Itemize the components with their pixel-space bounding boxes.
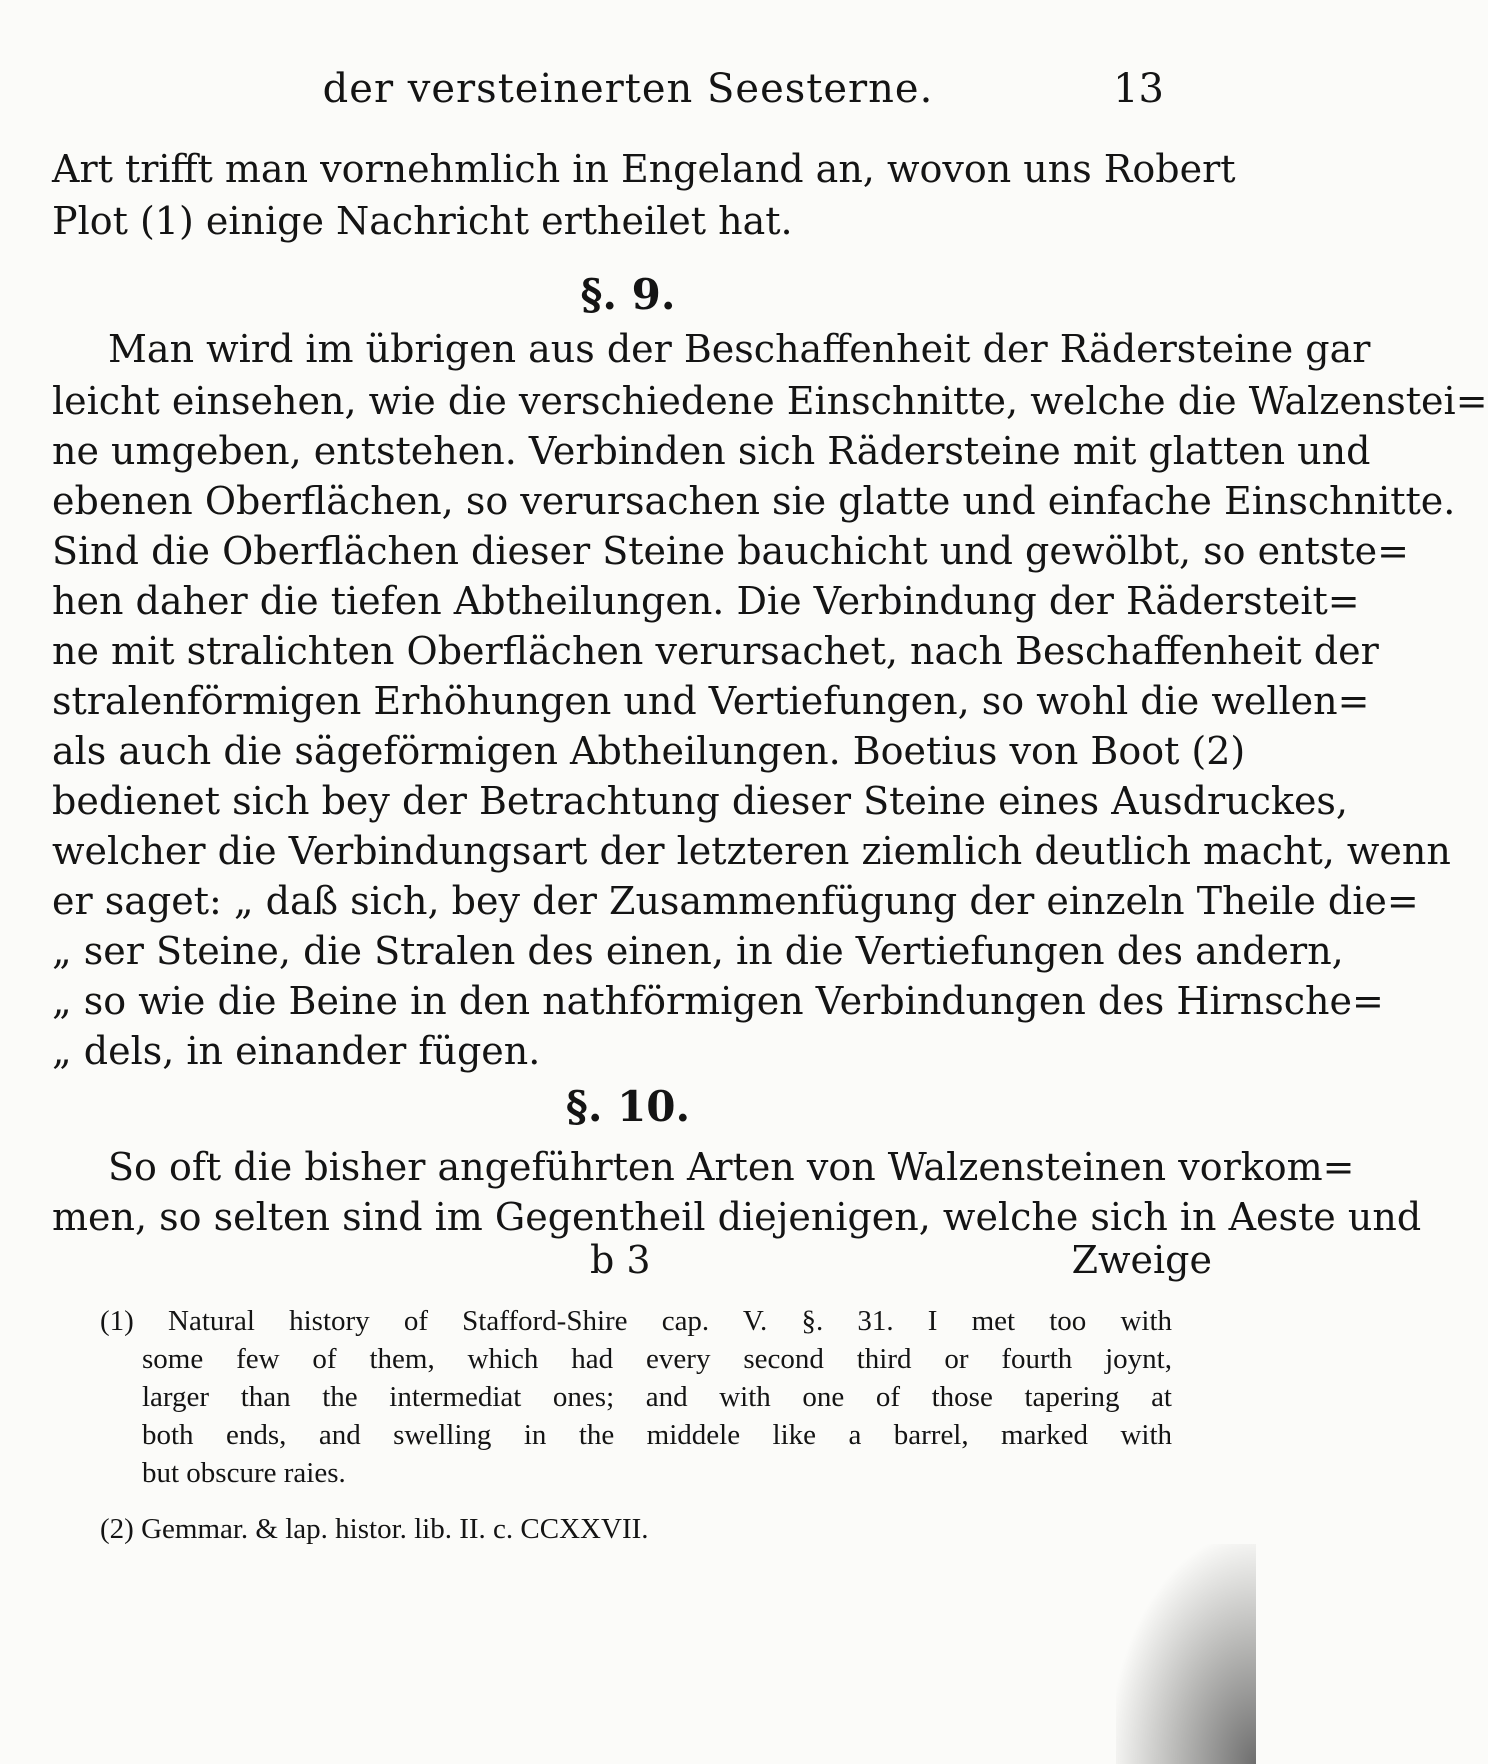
text-line: ebenen Oberflächen, so verursachen sie glatte und einfache Einschnitte. [52, 479, 1456, 523]
running-title: der versteinerten Seesterne. [322, 66, 934, 112]
text-line: ne mit stralichten Oberflächen verursachet, nach Beschaffenheit der [52, 629, 1379, 673]
text-line: Art trifft man vornehmlich in Engeland an, wovon uns Robert [52, 147, 1236, 191]
text-line: stralenförmigen Erhöhungen und Vertiefungen, so wohl die wellen= [52, 679, 1370, 723]
footnote-text: Gemmar. & lap. histor. lib. II. c. CCXXVII. [141, 1513, 649, 1545]
footnote-line: but obscure raies. [142, 1457, 346, 1489]
page-shadow [1116, 1544, 1256, 1764]
text-line: So oft die bisher angeführten Arten von Walzensteinen vorkom= [108, 1145, 1355, 1189]
text-line: „ dels, in einander fügen. [52, 1029, 541, 1073]
text-line: „ so wie die Beine in den nathförmigen Verbindungen des Hirnsche= [52, 979, 1384, 1023]
signature-mark: b 3 [590, 1238, 651, 1282]
page-number: 13 [1113, 66, 1164, 112]
text-line: „ ser Steine, die Stralen des einen, in die Vertiefungen des andern, [52, 929, 1344, 973]
running-header [60, 58, 1196, 118]
catchword: Zweige [1071, 1238, 1212, 1282]
text-line: er saget: „ daß sich, bey der Zusammenfügung der einzeln Theile die= [52, 879, 1419, 923]
footnote-marker: (2) [100, 1513, 134, 1545]
text-line: hen daher die tiefen Abtheilungen. Die Verbindung der Rädersteit= [52, 579, 1360, 623]
footnote-line: larger than the intermediat ones; and with one of those tapering at [142, 1381, 1172, 1413]
footnote-line: both ends, and swelling in the middele like a barrel, marked with [142, 1419, 1172, 1451]
text-line: men, so selten sind im Gegentheil diejenigen, welche sich in Aeste und [52, 1195, 1422, 1239]
footnote-text: Natural history of Stafford-Shire cap. V. §. 31. I met too with [168, 1305, 1173, 1337]
section-heading: §. 10. [565, 1082, 691, 1131]
text-line: bedienet sich bey der Betrachtung dieser Steine eines Ausdruckes, [52, 779, 1349, 823]
section-heading: §. 9. [580, 270, 676, 319]
text-line: welcher die Verbindungsart der letzteren ziemlich deutlich macht, wenn [52, 829, 1451, 873]
text-line: als auch die sägeförmigen Abtheilungen. Boetius von Boot (2) [52, 729, 1246, 773]
text-line: Man wird im übrigen aus der Beschaffenheit der Rädersteine gar [108, 327, 1371, 371]
footnote-line: some few of them, which had every second third or fourth joynt, [142, 1343, 1172, 1375]
text-line: ne umgeben, entstehen. Verbinden sich Rädersteine mit glatten und [52, 429, 1371, 473]
footnote-line [100, 1510, 1172, 1548]
text-line: leicht einsehen, wie die verschiedene Einschnitte, welche die Walzenstei= [52, 379, 1488, 423]
text-line: Sind die Oberflächen dieser Steine bauchicht und gewölbt, so entste= [52, 529, 1409, 573]
text-line: Plot (1) einige Nachricht ertheilet hat. [52, 199, 793, 243]
footnote-line [100, 1302, 1172, 1340]
footnote-marker: (1) [100, 1305, 134, 1337]
